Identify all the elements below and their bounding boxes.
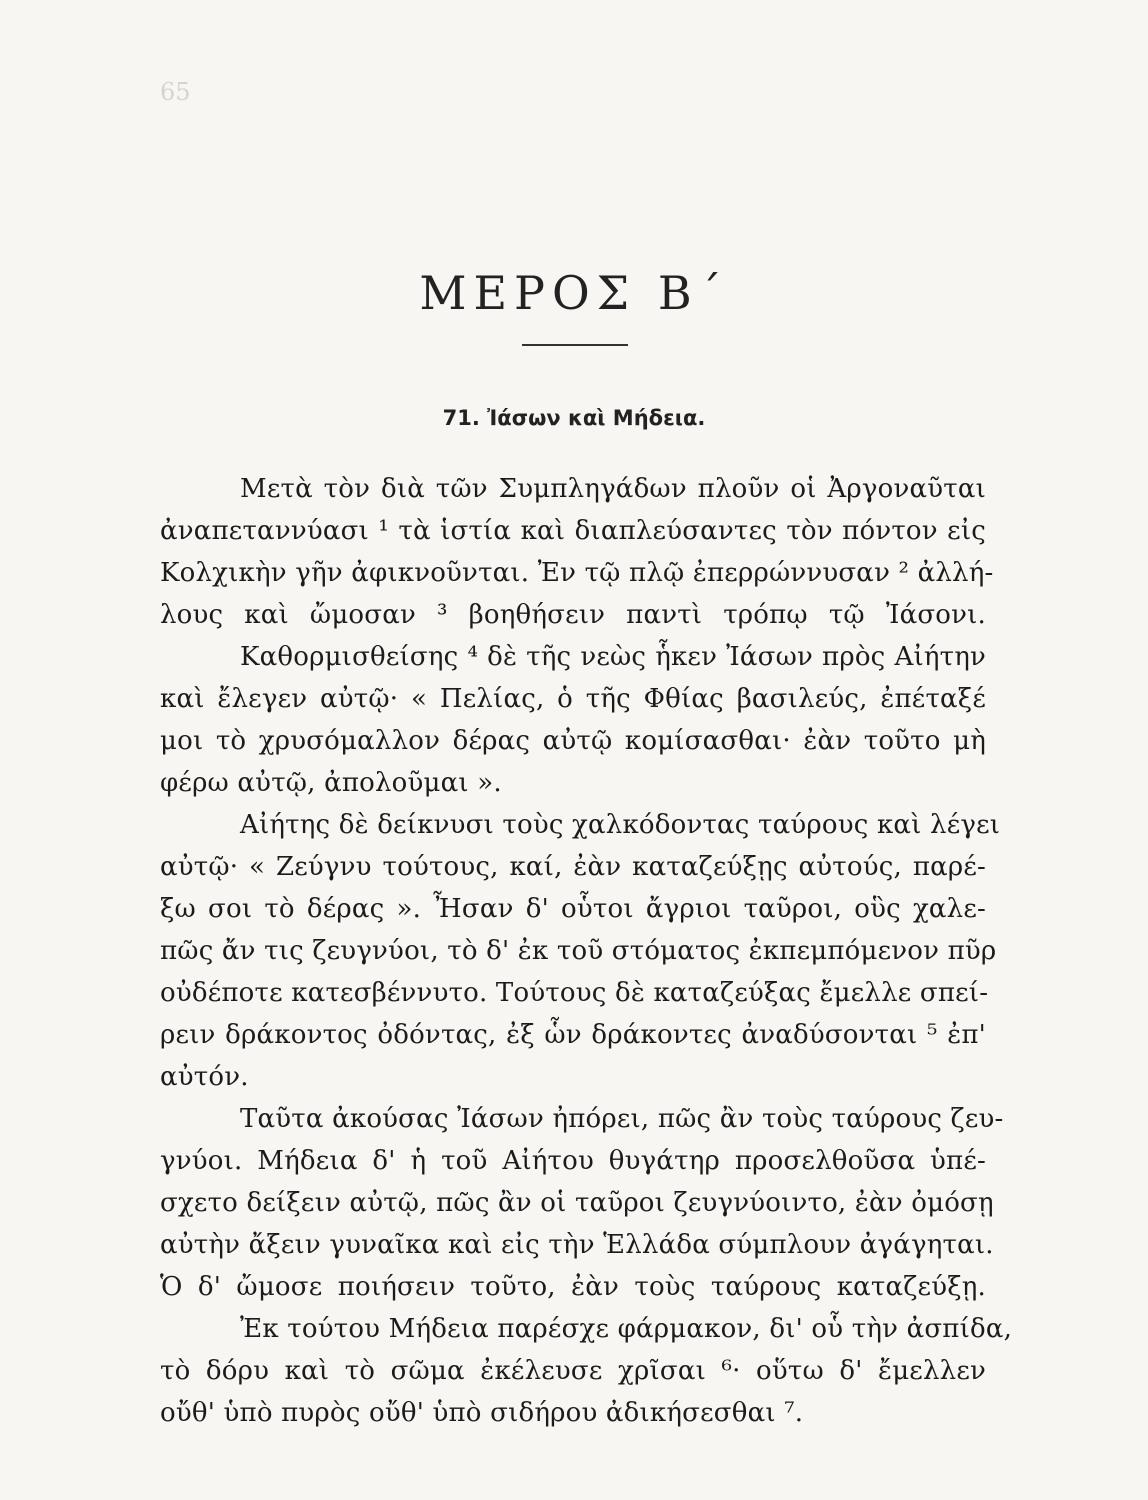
text-line: οὐδέποτε κατεσβέννυτο. Τούτους δὲ καταζεύξας ἔμελλε σπεί-: [160, 978, 989, 1008]
text-line: ρειν δράκοντος ὀδόντας, ἐξ ὧν δράκοντες ἀναδύσονται ⁵ ἐπ': [160, 1020, 986, 1050]
text-line: μοι τὸ χρυσόμαλλον δέρας αὐτῷ κομίσασθαι· ἐὰν τοῦτο μὴ: [160, 726, 986, 756]
text-line: Καθορμισθείσης ⁴ δὲ τῆς νεὼς ἧκεν Ἰάσων πρὸς Αἰήτην: [240, 642, 986, 672]
text-line: γνύοι. Μήδεια δ' ἡ τοῦ Αἰήτου θυγάτηρ προσελθοῦσα ὑπέ-: [160, 1146, 986, 1176]
paragraph: [160, 468, 994, 636]
text-line: αὐτόν.: [160, 1062, 249, 1092]
text-line: τὸ δόρυ καὶ τὸ σῶμα ἐκέλευσε χρῖσαι ⁶· οὕτω δ' ἔμελλεν: [160, 1356, 986, 1386]
text-line: λους καὶ ὤμοσαν ³ βοηθήσειν παντὶ τρόπῳ τῷ Ἰάσονι.: [160, 600, 986, 630]
paragraph: [160, 1098, 1004, 1308]
chapter-heading: 71. Ἰάσων καὶ Μήδεια.: [442, 406, 706, 430]
text-line: Μετὰ τὸν διὰ τῶν Συμπληγάδων πλοῦν οἱ Ἀργοναῦται: [240, 474, 986, 504]
text-line: Ἐκ τούτου Μήδεια παρέσχε φάρμακον, δι' οὗ τὴν ἀσπίδα,: [240, 1314, 1013, 1344]
text-line: Ταῦτα ἀκούσας Ἰάσων ἠπόρει, πῶς ἂν τοὺς ταύρους ζευ-: [240, 1104, 1004, 1134]
text-line: οὔθ' ὑπὸ πυρὸς οὔθ' ὑπὸ σιδήρου ἀδικήσεσθαι ⁷.: [160, 1398, 804, 1428]
text-line: ξω σοι τὸ δέρας ». Ἦσαν δ' οὗτοι ἄγριοι ταῦροι, οὓς χαλε-: [160, 894, 986, 924]
text-line: ἀναπεταννύασι ¹ τὰ ἱστία καὶ διαπλεύσαντες τὸν πόντον εἰς: [160, 516, 986, 546]
title-rule: [522, 344, 628, 346]
body-text: [160, 468, 1013, 1434]
text-line: καὶ ἔλεγεν αὐτῷ· « Πελίας, ὁ τῆς Φθίας βασιλεύς, ἐπέταξέ: [160, 684, 986, 714]
paragraph: [160, 636, 986, 804]
text-line: αὐτὴν ἄξειν γυναῖκα καὶ εἰς τὴν Ἑλλάδα σύμπλουν ἀγάγηται.: [160, 1230, 994, 1260]
page-number: 65: [160, 78, 191, 106]
paragraph: [160, 804, 1001, 1098]
text-line: Κολχικὴν γῆν ἀφικνοῦνται. Ἐν τῷ πλῷ ἐπερρώννυσαν ² ἀλλή-: [160, 558, 994, 588]
part-title: ΜΕΡΟΣ Β΄: [419, 266, 729, 320]
text-line: φέρω αὐτῷ, ἀπολοῦμαι ».: [160, 768, 502, 798]
text-line: Αἰήτης δὲ δείκνυσι τοὺς χαλκόδοντας ταύρους καὶ λέγει: [240, 810, 1001, 840]
text-line: Ὁ δ' ὤμοσε ποιήσειν τοῦτο, ἐὰν τοὺς ταύρους καταζεύξῃ.: [160, 1272, 986, 1302]
text-line: σχετο δείξειν αὐτῷ, πῶς ἂν οἱ ταῦροι ζευγνύοιντο, ἐὰν ὀμόσῃ: [160, 1188, 994, 1218]
text-line: αὐτῷ· « Ζεύγνυ τούτους, καί, ἐὰν καταζεύξῃς αὐτούς, παρέ-: [160, 852, 986, 882]
text-line: πῶς ἄν τις ζευγνύοι, τὸ δ' ἐκ τοῦ στόματος ἐκπεμπόμενον πῦρ: [160, 936, 997, 966]
paragraph: [160, 1308, 1013, 1434]
